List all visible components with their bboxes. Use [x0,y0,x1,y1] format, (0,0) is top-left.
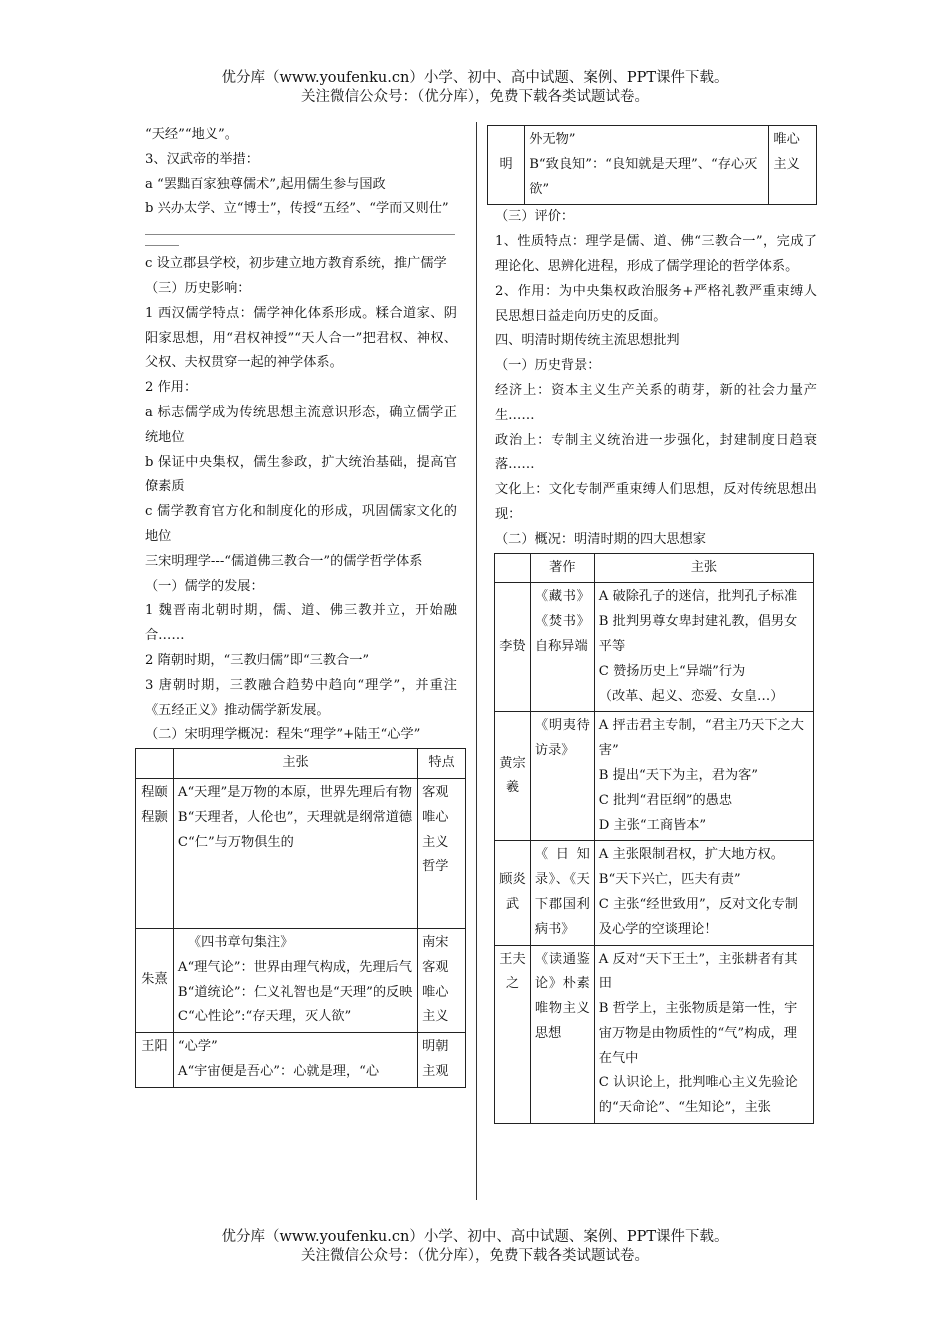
table-header-cell: 著作 [530,553,594,583]
claim-item: A“理气论”：世界由理气构成，先理后气 [177,959,412,975]
section-heading: （二）宋明理学概况：程朱“理学”+陆王“心学” [145,727,421,743]
text-line: “天经”“地义”。 [145,127,238,142]
text-line: 经济上：资本主义生产关系的萌芽，新的社会力量产生…… [495,382,817,423]
works-cell: 《藏书》《焚书》自称异端 [530,583,594,712]
section-heading: 三宋明理学---“儒道佛三教合一”的儒学哲学体系 [145,553,423,569]
page-header [0,69,950,107]
text-line: 1 魏晋南北朝时期，儒、道、佛三教并立，开始融合…… [145,603,457,644]
claim-item: B 批判男尊女卑封建礼教，倡男女平等 [598,614,798,654]
thinker-name: 程颐程颢 [136,778,174,928]
header-line-1: 优分库（www.youfenku.cn）小学、初中、高中试题、案例、PPT课件下载。 [221,70,729,86]
thinker-name: 顾炎武 [495,841,531,945]
section-heading: 3、汉武帝的举措： [145,151,259,167]
table-header-row [495,553,814,583]
section-heading: 2 作用： [145,380,198,396]
table-header-cell: 主张 [594,553,813,583]
text-line: 政治上：专制主义统治进一步强化，封建制度日趋衰落…… [495,432,817,473]
left-column [141,123,457,1088]
table-header-cell: 特点 [418,749,466,779]
section-heading: （一）历史背景： [495,358,601,374]
text-line: c 儒学教育官方化和制度化的形成，巩固儒家文化的地位 [145,504,457,544]
section-heading: 四、明清时期传统主流思想批判 [495,333,680,349]
feature-cell: 唯心主义 [769,126,817,205]
works-cell: 《读通鉴论》朴素唯物主义思想 [530,945,594,1124]
claims-cell [525,126,769,205]
text-line: b 保证中央集权，儒生参政，扩大统治基础，提高官僚素质 [145,454,457,495]
thinker-name: 王夫之 [495,945,531,1124]
claim-item: B 哲学上，主张物质是第一性，宇宙万物是由物质性的“气”构成，理在气中 [598,1001,798,1066]
claim-item: 外无物” [529,132,576,147]
claim-item: C 主张“经世致用”，反对文化专制及心学的空谈理论！ [598,896,798,937]
claims-cell [173,1033,417,1088]
claim-item: B“天下兴亡，匹夫有责” [598,872,741,888]
divider-line [145,234,455,235]
table-row [136,928,466,1032]
claims-cell [594,841,813,945]
section-heading: （一）儒学的发展： [145,578,264,594]
text-line: 1 西汉儒学特点：儒学神化体系形成。糅合道家、阴阳家思想，用“君权神授”“天人合一”把君权、神权、父权、夫权贯穿一起的神学体系。 [145,305,457,371]
section-heading: （三）评价： [495,209,575,225]
song-ming-neo-confucianism-table [135,748,466,1088]
text-line: b 兴办太学、立“博士”，传授“五经”、“学而又则仕” [145,201,449,217]
claim-item: B“致良知”：“良知就是天理”、“存心灭欲” [529,156,758,197]
table-row [136,778,466,928]
claim-item: B“道统论”：仁义礼智也是“天理”的反映 [177,984,413,1000]
text-line: a 标志儒学成为传统思想主流意识形态，确立儒学正统地位 [145,404,457,445]
section-heading: （二）概况：明清时期的四大思想家 [495,531,706,547]
claims-cell [173,778,417,928]
column-divider [476,122,477,1200]
thinker-name: 明 [488,126,525,205]
table-header-row [136,749,466,779]
divider-line-short [145,245,179,246]
text-line: a “罢黜百家独尊儒术”,起用儒生参与国政 [145,176,386,192]
claim-item: C 认识论上，批判唯心主义先验论的“天命论”、“生知论”，主张 [598,1075,798,1116]
feature-cell: 南宋客观唯心主义 [418,928,466,1032]
claim-item: C 赞扬历史上“异端”行为 [598,663,746,679]
claim-item: A“宇宙便是吾心”：心就是理，“心 [177,1063,380,1079]
table-row [495,841,814,945]
table-row [495,712,814,841]
table-header-cell [136,749,174,779]
claims-cell [173,928,417,1032]
claim-item: B“天理者，人伦也”，天理就是纲常道德 [177,809,413,825]
claim-item: C 批判“君臣纲”的愚忠 [598,792,733,808]
claim-item: A 抨击君主专制，“君主乃天下之大害” [598,718,804,759]
text-line: c 设立郡县学校，初步建立地方教育系统，推广儒学 [145,256,447,272]
table-header-cell [495,553,531,583]
page-footer [0,1228,950,1266]
table-row [495,583,814,712]
claim-item: C“仁”与万物俱生的 [177,834,294,850]
feature-cell: 明朝主观 [418,1033,466,1088]
four-thinkers-table [494,553,814,1125]
works-cell: 《日知录》、《天下郡国利病书》 [530,841,594,945]
feature-cell: 客观唯心主义哲学 [418,778,466,928]
table-row [488,126,817,205]
claims-cell [594,712,813,841]
claim-item: A 主张限制君权，扩大地方权。 [598,847,784,863]
claims-cell [594,583,813,712]
text-line: 2、作用：为中央集权政治服务+严格礼教严重束缚人民思想日益走向历史的反面。 [495,283,817,324]
claim-item: B 提出“天下为主，君为客” [598,767,759,783]
thinker-name: 王阳 [136,1033,174,1088]
table-row [495,945,814,1124]
right-column [495,125,817,1124]
text-line: 3 唐朝时期，三教融合趋势中趋向“理学”，并重注《五经正义》推动儒学新发展。 [145,677,457,718]
claim-item: A 破除孔子的迷信，批判孔子标准 [598,589,798,605]
table-header-cell: 主张 [173,749,417,779]
claim-item: “心学” [177,1039,218,1055]
text-line: 文化上：文化专制严重束缚人们思想，反对传统思想出现： [495,482,817,522]
claim-item: C“心性论”:“存天理，灭人欲” [177,1009,352,1025]
footer-line-2: 关注微信公众号：（优分库），免费下载各类试题试卷。 [301,1248,649,1264]
works-cell: 《明夷待访录》 [530,712,594,841]
footer-line-1: 优分库（www.youfenku.cn）小学、初中、高中试题、案例、PPT课件下载。 [221,1229,729,1245]
thinker-name: 李贽 [495,583,531,712]
claim-item: 《四书章句集注》 [187,934,294,950]
claim-item: A 反对“天下王土”，主张耕者有其田 [598,951,798,992]
header-line-2: 关注微信公众号：（优分库），免费下载各类试题试卷。 [301,89,649,105]
text-line: 2 隋朝时期，“三教归儒”即“三教合一” [145,652,370,668]
claim-item: A“天理”是万物的本原，世界先理后有物 [177,784,412,800]
claim-item: （改革、起义、恋爱、女皇…） [598,688,784,704]
claims-cell [594,945,813,1124]
wang-yangming-continued-table [487,125,817,205]
claim-item: D 主张“工商皆本” [598,817,707,833]
section-heading: （三）历史影响： [145,280,251,296]
thinker-name: 朱熹 [136,928,174,1032]
thinker-name: 黄宗羲 [495,712,531,841]
table-row [136,1033,466,1088]
text-line: 1、性质特点：理学是儒、道、佛“三教合一”，完成了理论化、思辨化进程，形成了儒学理论的哲学体系。 [495,234,817,274]
